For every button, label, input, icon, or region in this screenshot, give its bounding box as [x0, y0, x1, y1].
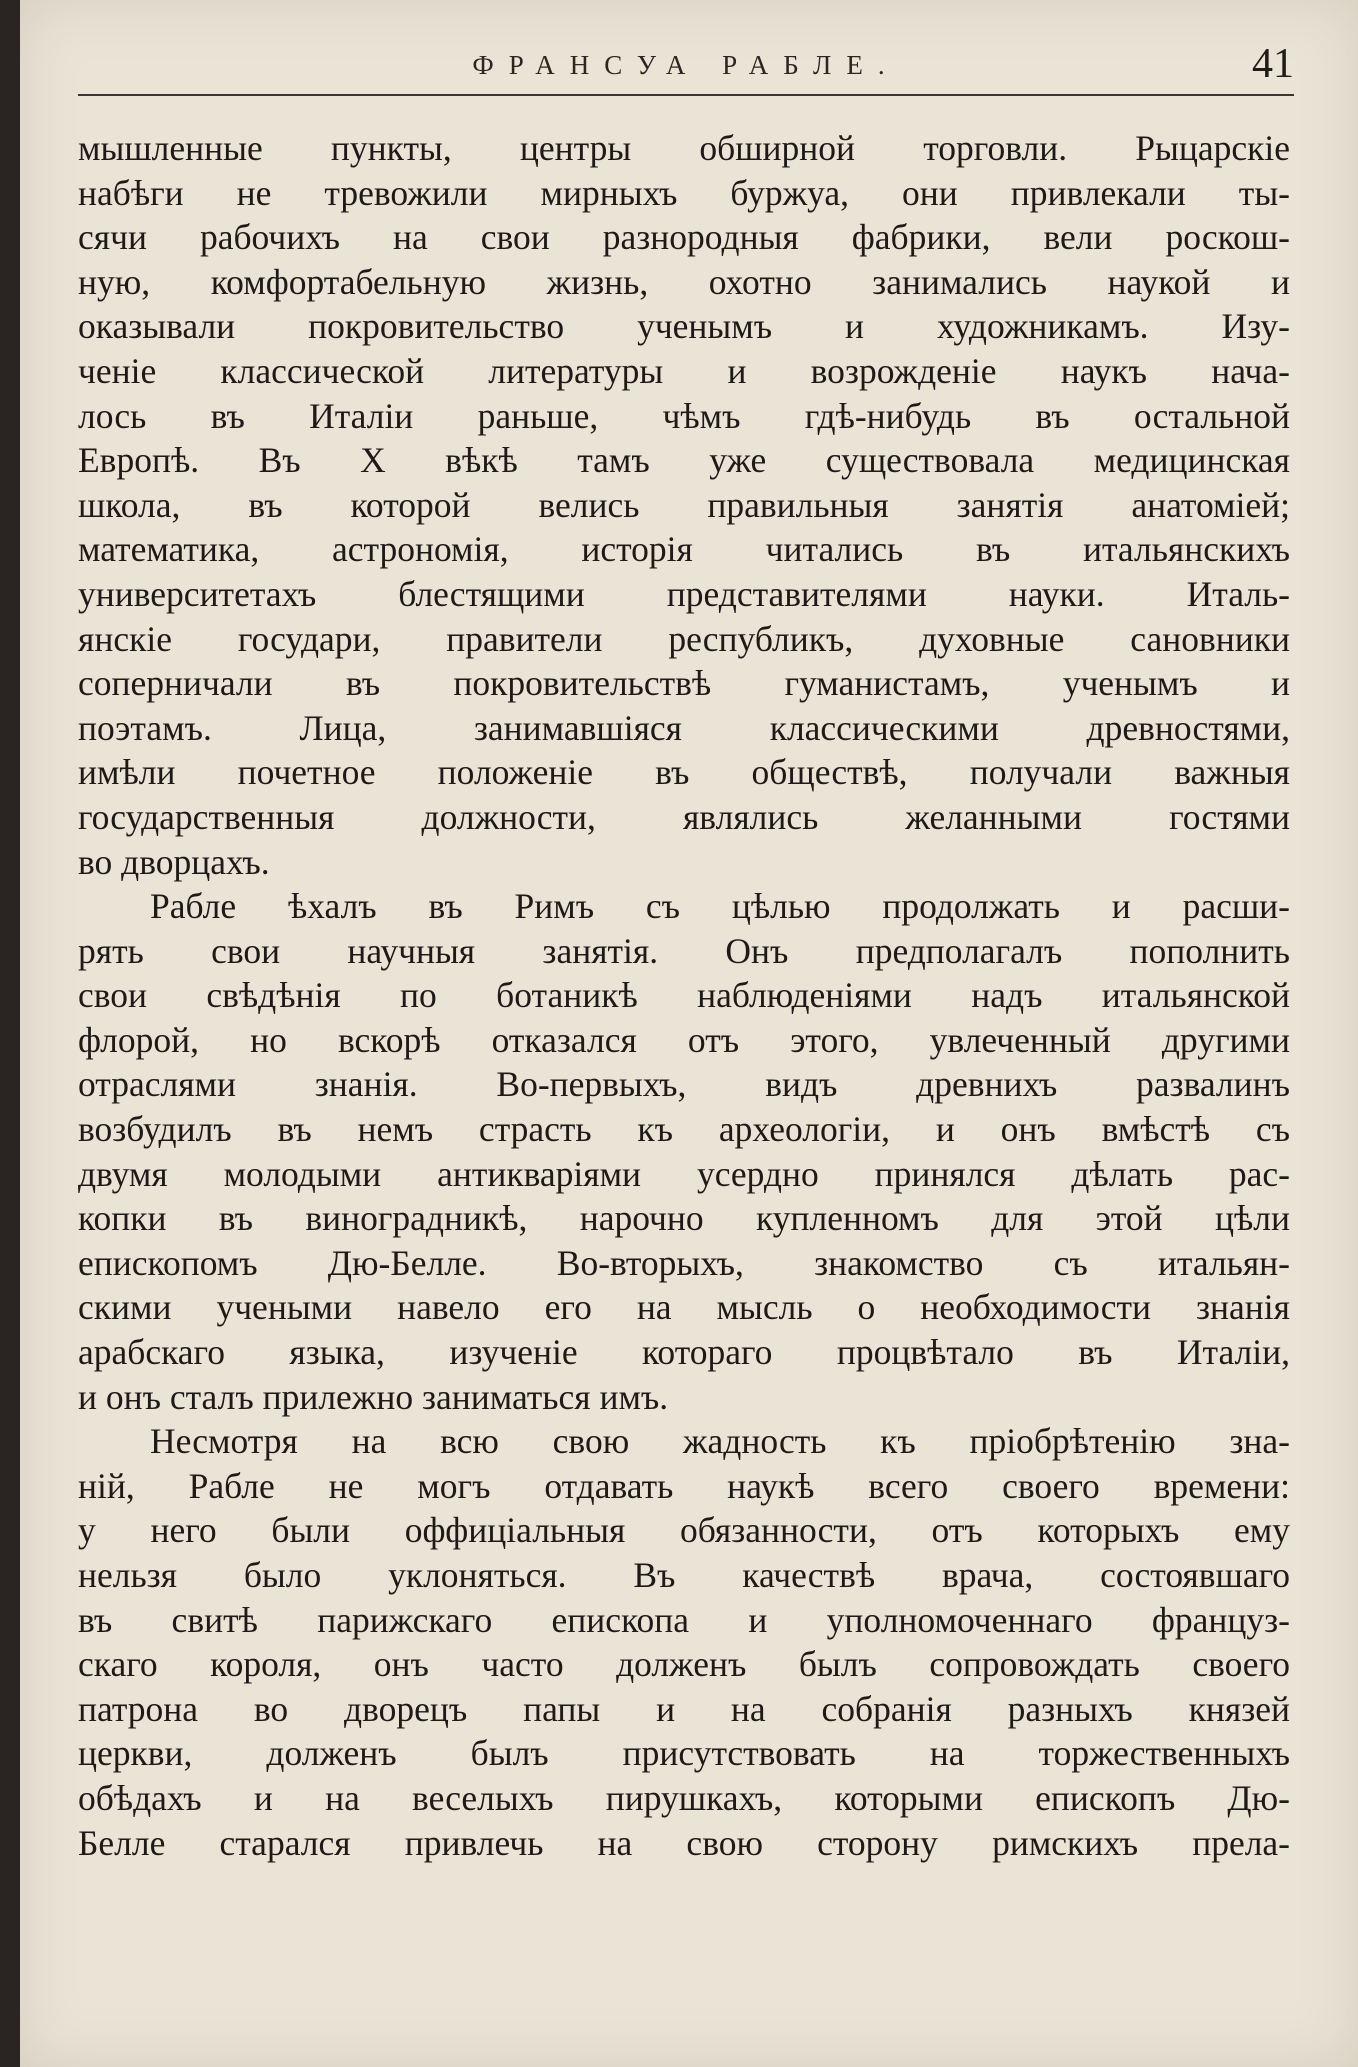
text-line: ній, Рабле не могъ отдавать наукѣ всего своего времени:	[78, 1465, 1290, 1506]
text-line: сячи рабочихъ на свои разнородныя фабрики, вели роскош-	[78, 217, 1290, 258]
text-line: Белле старался привлечь на свою сторону римскихъ прела-	[78, 1822, 1290, 1863]
text-line: отраслями знанія. Во-первыхъ, видъ древнихъ развалинъ	[78, 1064, 1290, 1105]
paragraph	[78, 1419, 1290, 1865]
text-line: Несмотря на всю свою жадность къ пріобрѣтенію зна-	[150, 1421, 1290, 1462]
text-line: школа, въ которой велись правильныя занятія анатоміей;	[78, 484, 1290, 525]
text-line: обѣдахъ и на веселыхъ пирушкахъ, которыми епископъ Дю-	[78, 1777, 1290, 1818]
text-line: копки въ виноградникѣ, нарочно купленномъ для этой цѣли	[78, 1198, 1290, 1239]
text-line: во дворцахъ.	[78, 841, 270, 882]
page-header	[78, 38, 1294, 96]
text-line: скими учеными навело его на мысль о необходимости знанія	[78, 1287, 1290, 1328]
text-line: Европѣ. Въ X вѣкѣ тамъ уже существовала медицинская	[78, 440, 1290, 481]
text-line: оказывали покровительство ученымъ и художникамъ. Изу-	[78, 306, 1290, 347]
text-line: поэтамъ. Лица, занимавшіяся классическими древностями,	[78, 707, 1290, 748]
text-line: Рабле ѣхалъ въ Римъ съ цѣлью продолжать и расши-	[150, 886, 1290, 927]
paragraph	[78, 126, 1290, 884]
text-line: у него были оффиціальныя обязанности, отъ которыхъ ему	[78, 1510, 1290, 1551]
text-line: двумя молодыми антикваріями усердно принялся дѣлать рас-	[78, 1153, 1290, 1194]
text-line: церкви, долженъ былъ присутствовать на торжественныхъ	[78, 1733, 1290, 1774]
text-line: ченіе классической литературы и возрожденіе наукъ нача-	[78, 350, 1290, 391]
text-line: лось въ Италіи раньше, чѣмъ гдѣ-нибудь въ остальной	[78, 395, 1290, 436]
text-line: ную, комфортабельную жизнь, охотно занимались наукой и	[78, 261, 1290, 302]
text-line: нельзя было уклоняться. Въ качествѣ врача, состоявшаго	[78, 1555, 1290, 1595]
text-line: свои свѣдѣнія по ботаникѣ наблюденіями надъ итальянской	[78, 975, 1290, 1016]
book-page	[20, 0, 1358, 2067]
paragraph	[78, 884, 1290, 1419]
text-line: скаго короля, онъ часто долженъ былъ сопровождать своего	[78, 1644, 1290, 1685]
text-line: флорой, но вскорѣ отказался отъ этого, увлеченный другими	[78, 1019, 1290, 1060]
page-number: 41	[1252, 41, 1294, 87]
text-line: государственныя должности, являлись желанными гостями	[78, 796, 1290, 837]
text-line: университетахъ блестящими представителями науки. Италь-	[78, 573, 1290, 614]
text-line: возбудилъ въ немъ страсть къ археологіи, и онъ вмѣстѣ съ	[78, 1109, 1290, 1150]
text-line: въ свитѣ парижскаго епископа и уполномоченнаго француз-	[78, 1599, 1290, 1640]
running-title: ФРАНСУА РАБЛЕ.	[472, 50, 900, 80]
text-line: епископомъ Дю-Белле. Во-вторыхъ, знакомство съ итальян-	[78, 1242, 1290, 1283]
text-line: мышленные пункты, центры обширной торговли. Рыцарскіе	[78, 128, 1290, 168]
text-line: и онъ сталъ прилежно заниматься имъ.	[78, 1376, 669, 1417]
text-line: янскіе государи, правители республикъ, духовные сановники	[78, 618, 1290, 659]
text-line: рять свои научныя занятія. Онъ предполагалъ пополнить	[78, 930, 1290, 971]
text-line: математика, астрономія, исторія читались въ итальянскихъ	[78, 529, 1290, 570]
text-line: соперничали въ покровительствѣ гуманистамъ, ученымъ и	[78, 663, 1290, 704]
text-line: имѣли почетное положеніе въ обществѣ, получали важныя	[78, 752, 1290, 793]
text-line: арабскаго языка, изученіе котораго процвѣтало въ Италіи,	[78, 1332, 1290, 1373]
body-text	[78, 126, 1290, 1865]
text-line: патрона во дворецъ папы и на собранія разныхъ князей	[78, 1688, 1290, 1729]
text-line: набѣги не тревожили мирныхъ буржуа, они привлекали ты-	[78, 172, 1290, 213]
